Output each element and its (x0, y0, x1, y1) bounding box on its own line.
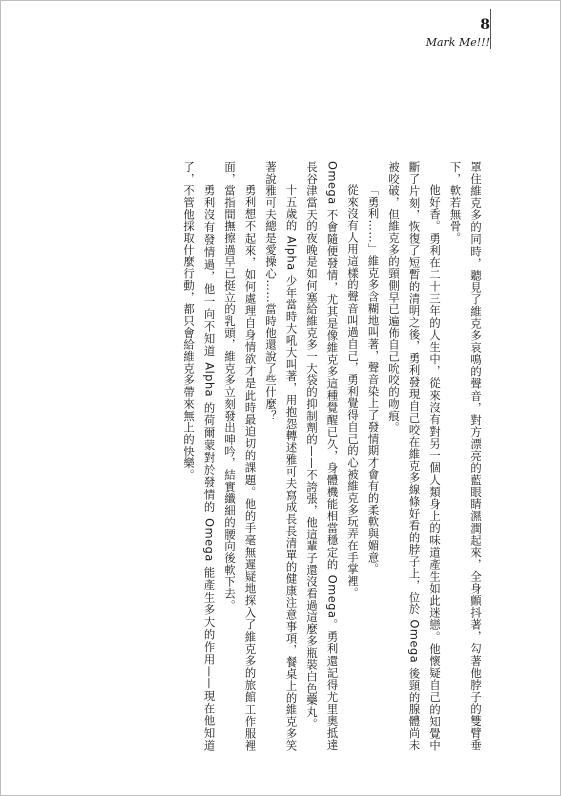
paragraph-3: 「勇利……」維克多含糊地叫著，聲音染上了發情期才會有的柔軟與媚意。 (366, 183, 380, 575)
body-text (178, 161, 486, 751)
paragraph-1: 罩住維克多的同時，聽見了維克多哀鳴的聲音，對方漂亮的藍眼睛濕潤起來，全身顫抖著，勾著他脖子的雙臂垂下，軟若無骨。 (448, 161, 482, 751)
header-divider (490, 9, 491, 49)
paragraph-8: 勇利沒有發情過，他一向不知道 Alpha 的荷爾蒙對於發情的 Omega 能產生多大的作用——現在他知道了，不管他採取什麼行動，都只會給維克多帶來無上的快樂。 (182, 161, 216, 751)
paragraph-2: 他好香。勇利在二十三年的人生中，從來沒有對另一個人類身上的味道產生如此迷戀。他懷疑自己的知覺中斷了片刻，恢復了短暫的清明之後，勇利發現自己咬在維克多線條好看的脖子上，位於 Omega 後頸的腺體尚未被咬破，但維克多的頸側早已遍佈自己吮咬的吻痕。 (387, 161, 441, 751)
body-text-frame (99, 161, 485, 751)
page-number: 8 (480, 17, 490, 33)
page-header (426, 17, 490, 53)
running-title: Mark Me!!! (425, 36, 490, 49)
paragraph-6: 十五歲的 Alpha 少年當時大吼大叫著，用抱怨轉述雅可夫寫成長長清單的健康注意事項，餐桌上的維克多笑著說雅可夫總是愛操心……當時他還說了些什麼？ (264, 161, 298, 751)
paragraph-7: 勇利想不起來，如何處理自身情欲才是此時最迫切的課題。他的手毫無遲疑地探入了維克多的旅館工作服裡面，當指間撫擦過早已挺立的乳頭，維克多立刻發出呻吟，結實纖細的腰向後軟下去。 (223, 161, 257, 751)
paragraph-4: 從來沒有人用這樣的聲音叫過自己，勇利覺得自己的心被維克多玩弄在手掌裡。 (346, 183, 359, 599)
paragraph-5: Omega 不會隨便發情，尤其是像維克多這種覺醒已久，身體機能相當穩定的 Omega。勇利還記得尤里奧抵達長谷津當天的夜晚是如何塞給維克多一大袋的抑制劑的——不誇張，他這輩子還沒看過這麼多瓶裝白色藥丸。 (305, 161, 339, 751)
